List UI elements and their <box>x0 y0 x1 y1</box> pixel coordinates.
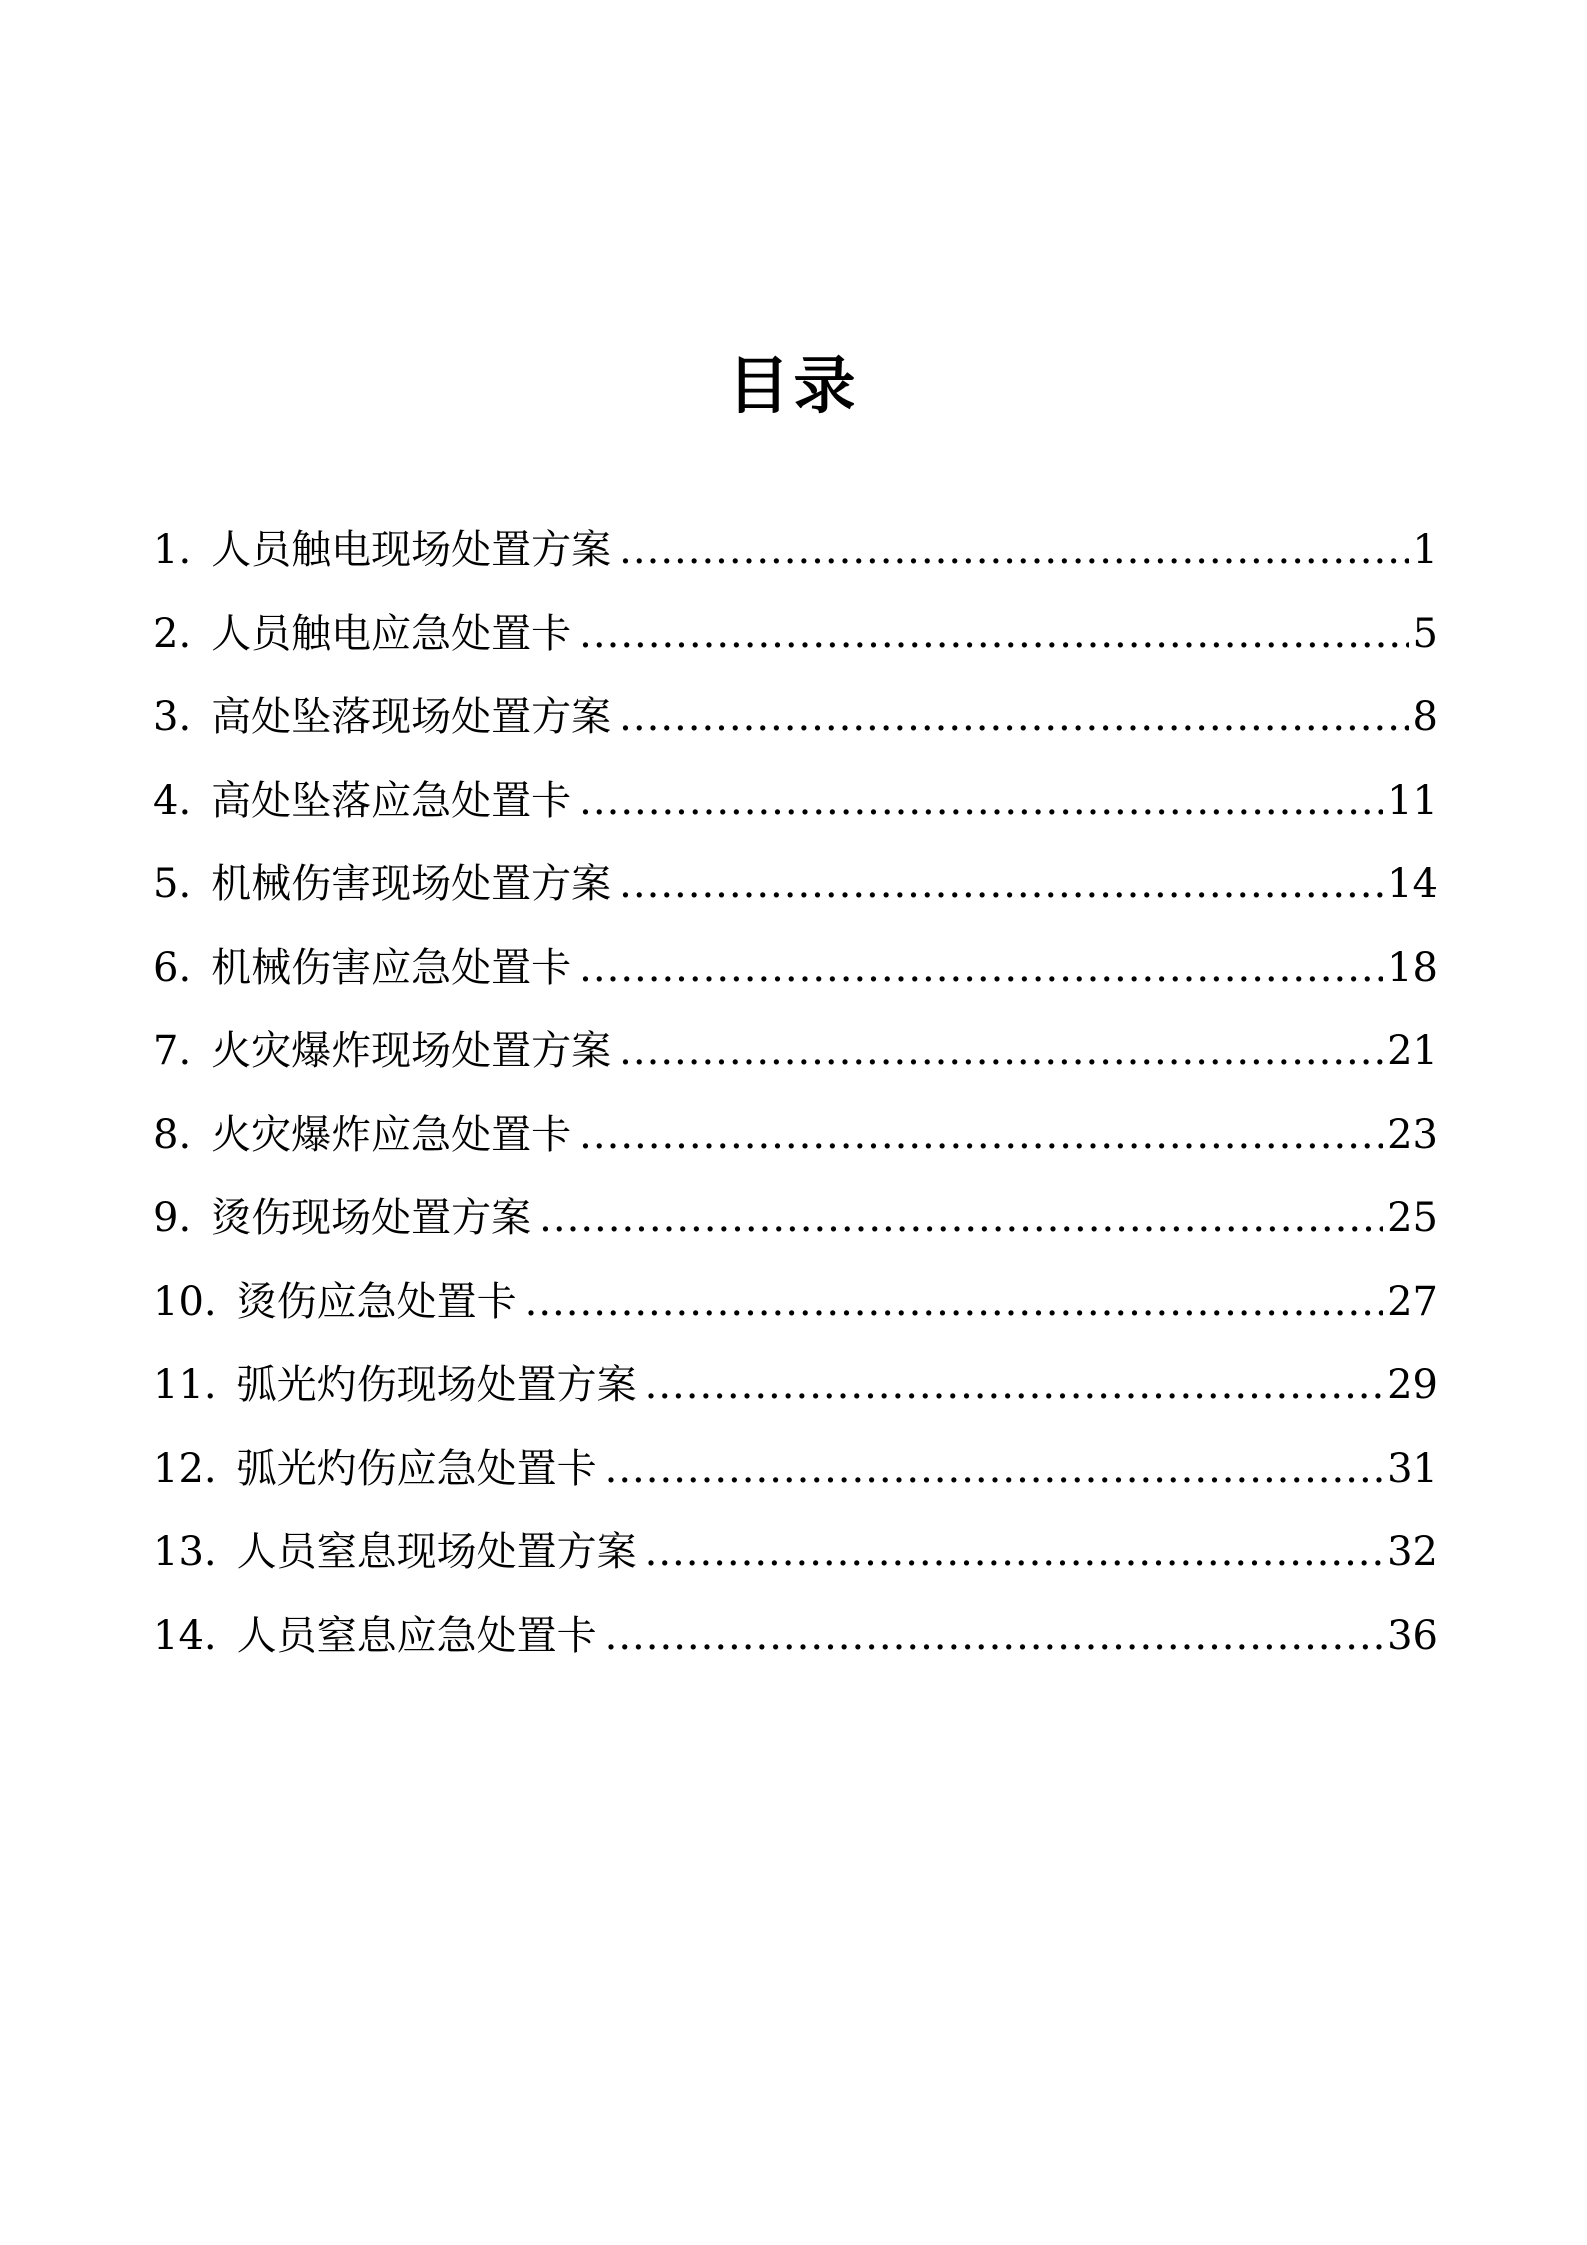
toc-entry-title: 机械伤害现场处置方案 <box>211 861 612 907</box>
toc-entry-page: 29 <box>1387 1362 1438 1408</box>
toc-entry-page: 31 <box>1387 1445 1438 1492</box>
dot-leader <box>579 948 1383 988</box>
toc-entry-title: 弧光灼伤现场处置方案 <box>236 1362 637 1408</box>
toc-entry-page: 32 <box>1387 1529 1438 1575</box>
dot-leader <box>619 864 1383 904</box>
toc-entry-number: 9. <box>153 1195 192 1241</box>
dot-leader <box>539 1198 1383 1238</box>
dot-leader <box>579 614 1408 654</box>
toc-entry-number: 13. <box>153 1529 217 1575</box>
toc-entry-number: 11. <box>153 1362 217 1408</box>
toc-entry-page: 1 <box>1412 527 1438 573</box>
toc-entry[interactable] <box>153 1529 1438 1616</box>
dot-leader <box>579 781 1383 821</box>
dot-leader <box>619 530 1408 570</box>
toc-entry-page: 21 <box>1387 1028 1438 1074</box>
toc-entry-title: 机械伤害应急处置卡 <box>211 944 572 991</box>
toc-entry-title: 烫伤应急处置卡 <box>236 1278 517 1325</box>
toc-entry-number: 3. <box>153 694 192 740</box>
toc-entry-page: 25 <box>1387 1195 1438 1241</box>
toc-entry-title: 高处坠落现场处置方案 <box>211 694 612 740</box>
toc-entry-number: 10. <box>153 1278 217 1325</box>
toc-entry-title: 人员触电现场处置方案 <box>211 527 612 573</box>
toc-entry-title: 人员窒息应急处置卡 <box>236 1612 597 1659</box>
toc-entry[interactable] <box>153 1362 1438 1449</box>
dot-leader <box>605 1449 1383 1489</box>
toc-entry-page: 23 <box>1387 1111 1438 1158</box>
toc-entry-title: 人员窒息现场处置方案 <box>236 1529 637 1575</box>
toc-entry[interactable] <box>153 527 1438 614</box>
dot-leader <box>605 1616 1383 1656</box>
dot-leader <box>525 1282 1383 1322</box>
toc-entry-page: 8 <box>1412 694 1438 740</box>
page-title: 目录 <box>727 349 860 422</box>
toc-entry-page: 36 <box>1387 1612 1438 1659</box>
toc-entry[interactable] <box>153 1195 1438 1282</box>
toc-entry[interactable] <box>153 944 1438 1032</box>
toc-entry-number: 8. <box>153 1111 192 1158</box>
toc-entry-page: 27 <box>1387 1278 1438 1325</box>
toc-entry[interactable] <box>153 1445 1438 1533</box>
toc-entry[interactable] <box>153 1612 1438 1700</box>
toc-entry[interactable] <box>153 610 1438 698</box>
toc-entry-title: 烫伤现场处置方案 <box>211 1195 532 1241</box>
toc-entry-number: 14. <box>153 1612 217 1659</box>
toc-entry-page: 18 <box>1387 944 1438 991</box>
toc-entry[interactable] <box>153 1111 1438 1199</box>
table-of-contents <box>153 527 1438 1699</box>
dot-leader <box>619 1031 1383 1071</box>
toc-entry-title: 人员触电应急处置卡 <box>211 610 572 657</box>
toc-entry-page: 14 <box>1387 861 1438 907</box>
toc-entry-title: 高处坠落应急处置卡 <box>211 777 572 824</box>
toc-entry-number: 5. <box>153 861 192 907</box>
toc-entry-number: 6. <box>153 944 192 991</box>
dot-leader <box>645 1532 1383 1572</box>
toc-entry[interactable] <box>153 694 1438 781</box>
toc-entry[interactable] <box>153 1278 1438 1366</box>
toc-entry[interactable] <box>153 777 1438 865</box>
toc-entry-title: 火灾爆炸现场处置方案 <box>211 1028 612 1074</box>
toc-entry-title: 火灾爆炸应急处置卡 <box>211 1111 572 1158</box>
toc-entry[interactable] <box>153 1028 1438 1115</box>
toc-entry-number: 1. <box>153 527 192 573</box>
toc-entry[interactable] <box>153 861 1438 948</box>
toc-entry-page: 5 <box>1412 610 1438 657</box>
toc-entry-number: 2. <box>153 610 192 657</box>
dot-leader <box>619 697 1408 737</box>
dot-leader <box>645 1365 1383 1405</box>
toc-entry-title: 弧光灼伤应急处置卡 <box>236 1445 597 1492</box>
dot-leader <box>579 1115 1383 1155</box>
toc-entry-page: 11 <box>1387 777 1438 824</box>
toc-entry-number: 12. <box>153 1445 217 1492</box>
toc-entry-number: 4. <box>153 777 192 824</box>
toc-entry-number: 7. <box>153 1028 192 1074</box>
